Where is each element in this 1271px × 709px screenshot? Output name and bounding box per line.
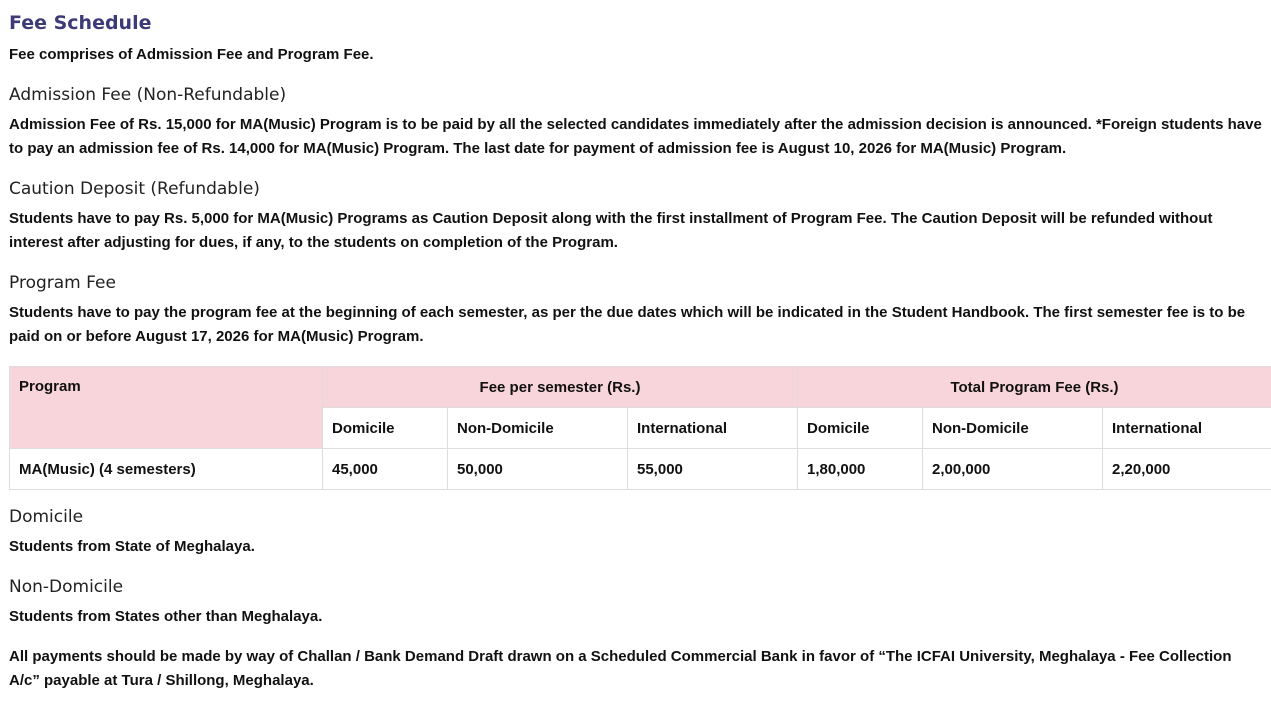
page-title: Fee Schedule	[9, 12, 152, 34]
intro-text: Fee comprises of Admission Fee and Program Fee.	[9, 46, 374, 63]
cell-total-international: 2,20,000	[1103, 449, 1271, 490]
non-domicile-heading: Non-Domicile	[9, 577, 124, 597]
subheader-total-international: International	[1103, 408, 1271, 449]
subheader-total-domicile: Domicile	[798, 408, 923, 449]
cell-total-domicile: 1,80,000	[798, 449, 923, 490]
subheader-semester-international: International	[628, 408, 798, 449]
subheader-semester-non-domicile: Non-Domicile	[448, 408, 628, 449]
cell-program-name: MA(Music) (4 semesters)	[10, 449, 323, 490]
header-program: Program	[10, 367, 323, 449]
domicile-heading: Domicile	[9, 507, 84, 527]
subheader-total-non-domicile: Non-Domicile	[923, 408, 1103, 449]
cell-total-non-domicile: 2,00,000	[923, 449, 1103, 490]
domicile-text: Students from State of Meghalaya.	[9, 538, 255, 555]
admission-fee-heading: Admission Fee (Non-Refundable)	[9, 85, 287, 105]
caution-deposit-heading: Caution Deposit (Refundable)	[9, 179, 260, 199]
table-header-row	[10, 367, 1271, 408]
non-domicile-text: Students from States other than Meghalaya.	[9, 608, 323, 625]
fee-table	[9, 366, 1271, 490]
cell-semester-international: 55,000	[628, 449, 798, 490]
header-fee-per-semester: Fee per semester (Rs.)	[323, 367, 798, 408]
subheader-semester-domicile: Domicile	[323, 408, 448, 449]
table-row	[10, 449, 1271, 490]
program-fee-text: Students have to pay the program fee at the beginning of each semester, as per the due dates which will be indicated in the Student Handbook. The first semester fee is to be paid on or before August 17, 2026 for MA(Music) Program.	[9, 304, 1246, 345]
admission-fee-text: Admission Fee of Rs. 15,000 for MA(Music) Program is to be paid by all the selected candidates immediately after the admission decision is announced. *Foreign students have to pay an admission fee of Rs. 14,000 for MA(Music) Program. The last date for payment of admission fee is August 10, 2026 for MA(Music) Program.	[9, 116, 1262, 157]
payment-note: All payments should be made by way of Challan / Bank Demand Draft drawn on a Scheduled Commercial Bank in favor of “The ICFAI University, Meghalaya - Fee Collection A/c” payable at Tura / Shillong, Meghalaya.	[9, 648, 1232, 689]
cell-semester-domicile: 45,000	[323, 449, 448, 490]
cell-semester-non-domicile: 50,000	[448, 449, 628, 490]
header-total-program-fee: Total Program Fee (Rs.)	[798, 367, 1271, 408]
caution-deposit-text: Students have to pay Rs. 5,000 for MA(Music) Programs as Caution Deposit along with the first installment of Program Fee. The Caution Deposit will be refunded without interest after adjusting for dues, if any, to the students on completion of the Program.	[9, 210, 1213, 251]
program-fee-heading: Program Fee	[9, 273, 116, 293]
